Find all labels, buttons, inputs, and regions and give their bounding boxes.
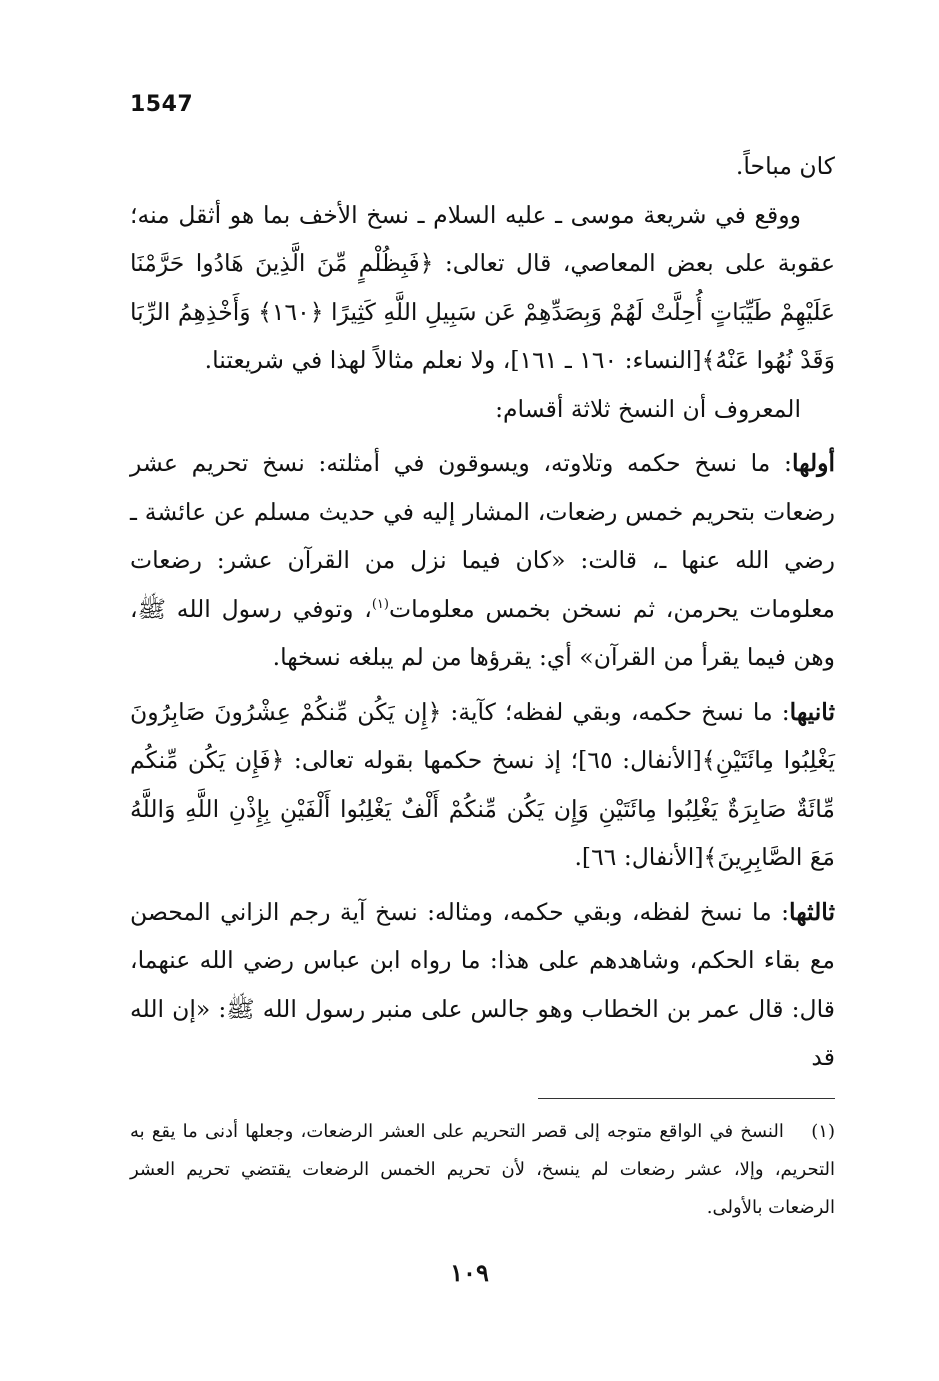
footnote-text: النسخ في الواقع متوجه إلى قصر التحريم على العشر الرضعات، وجعلها أدنى ما يقع به التحريم، وإلا، عشر رضعات لم ينسخ، لأن تحريم الخمس الرضعات يقتضي تحريم العشر الرضعات بالأولى. — [130, 1121, 835, 1218]
footnote-divider — [538, 1098, 835, 1099]
page-number-top: 1547 — [130, 92, 194, 117]
paragraph-6-text: : ما نسخ لفظه، وبقي حكمه، ومثاله: نسخ آية رجم الزاني المحصن مع بقاء الحكم، وشاهدهم على هذا: ما رواه ابن عباس رضي الله عنهما، قال: قال عمر بن الخطاب وهو جالس على منبر رسول الله ﷺ: «إن الله قد — [130, 897, 835, 1071]
paragraph-4 — [130, 439, 835, 682]
paragraph-2: ووقع في شريعة موسى ـ عليه السلام ـ نسخ الأخف بما هو أثقل منه؛ عقوبة على بعض المعاصي، قال تعالى: ﴿فَبِظُلْمٍ مِّنَ الَّذِينَ هَادُوا حَرَّمْنَا عَلَيْهِمْ طَيِّبَاتٍ أُحِلَّتْ لَهُمْ وَبِصَدِّهِمْ عَن سَبِيلِ اللَّهِ كَثِيرًا ﴿١٦٠﴾ وَأَخْذِهِمُ الرِّبَا وَقَدْ نُهُوا عَنْهُ﴾[النساء: ١٦٠ ـ ١٦١]، ولا نعلم مثالاً لهذا في شريعتنا. — [130, 200, 836, 374]
footnote-marker: (١) — [811, 1121, 835, 1142]
section-lead-first: أولها — [791, 449, 835, 477]
paragraph-5-text: : ما نسخ حكمه، وبقي لفظه؛ كآية: ﴿إِن يَكُن مِّنكُمْ عِشْرُونَ صَابِرُونَ يَغْلِبُوا مِائَتَيْنِ﴾[الأنفال: ٦٥]؛ إذ نسخ حكمها بقوله تعالى: ﴿فَإِن يَكُن مِّنكُم مِّائَةٌ صَابِرَةٌ يَغْلِبُوا مِائَتَيْنِ وَإِن يَكُن مِّنكُمْ أَلْفٌ يَغْلِبُوا أَلْفَيْنِ بِإِذْنِ اللَّهِ وَاللَّهُ مَعَ الصَّابِرِينَ﴾[الأنفال: ٦٦]. — [130, 697, 835, 871]
footnote — [130, 1113, 835, 1227]
footnote-reference: (١) — [371, 596, 389, 612]
main-text — [130, 142, 835, 1082]
paragraph-3: المعروف أن النسخ ثلاثة أقسام: — [495, 394, 801, 423]
paragraph-4-text-b: ، وتوفي رسول الله ﷺ، وهن فيما يقرأ من القرآن» أي: يقرؤها من لم يبلغه نسخها. — [130, 594, 835, 671]
paragraph-4-text-a: : ما نسخ حكمه وتلاوته، ويسوقون في أمثلته: نسخ تحريم عشر رضعات بتحريم خمس رضعات، المشار إليه في حديث مسلم عن عائشة ـ رضي الله عنها ـ، قالت: «كان فيما نزل من القرآن عشر: رضعات معلومات يحرمن، ثم نسخن بخمس معلومات — [130, 449, 836, 623]
paragraph-1: كان مباحاً. — [735, 152, 835, 180]
section-lead-second: ثانيها — [789, 697, 835, 726]
paragraph-6 — [130, 888, 835, 1082]
page-number-bottom: ١٠٩ — [450, 1258, 489, 1287]
section-lead-third: ثالثها — [789, 897, 835, 926]
paragraph-5 — [130, 688, 835, 882]
